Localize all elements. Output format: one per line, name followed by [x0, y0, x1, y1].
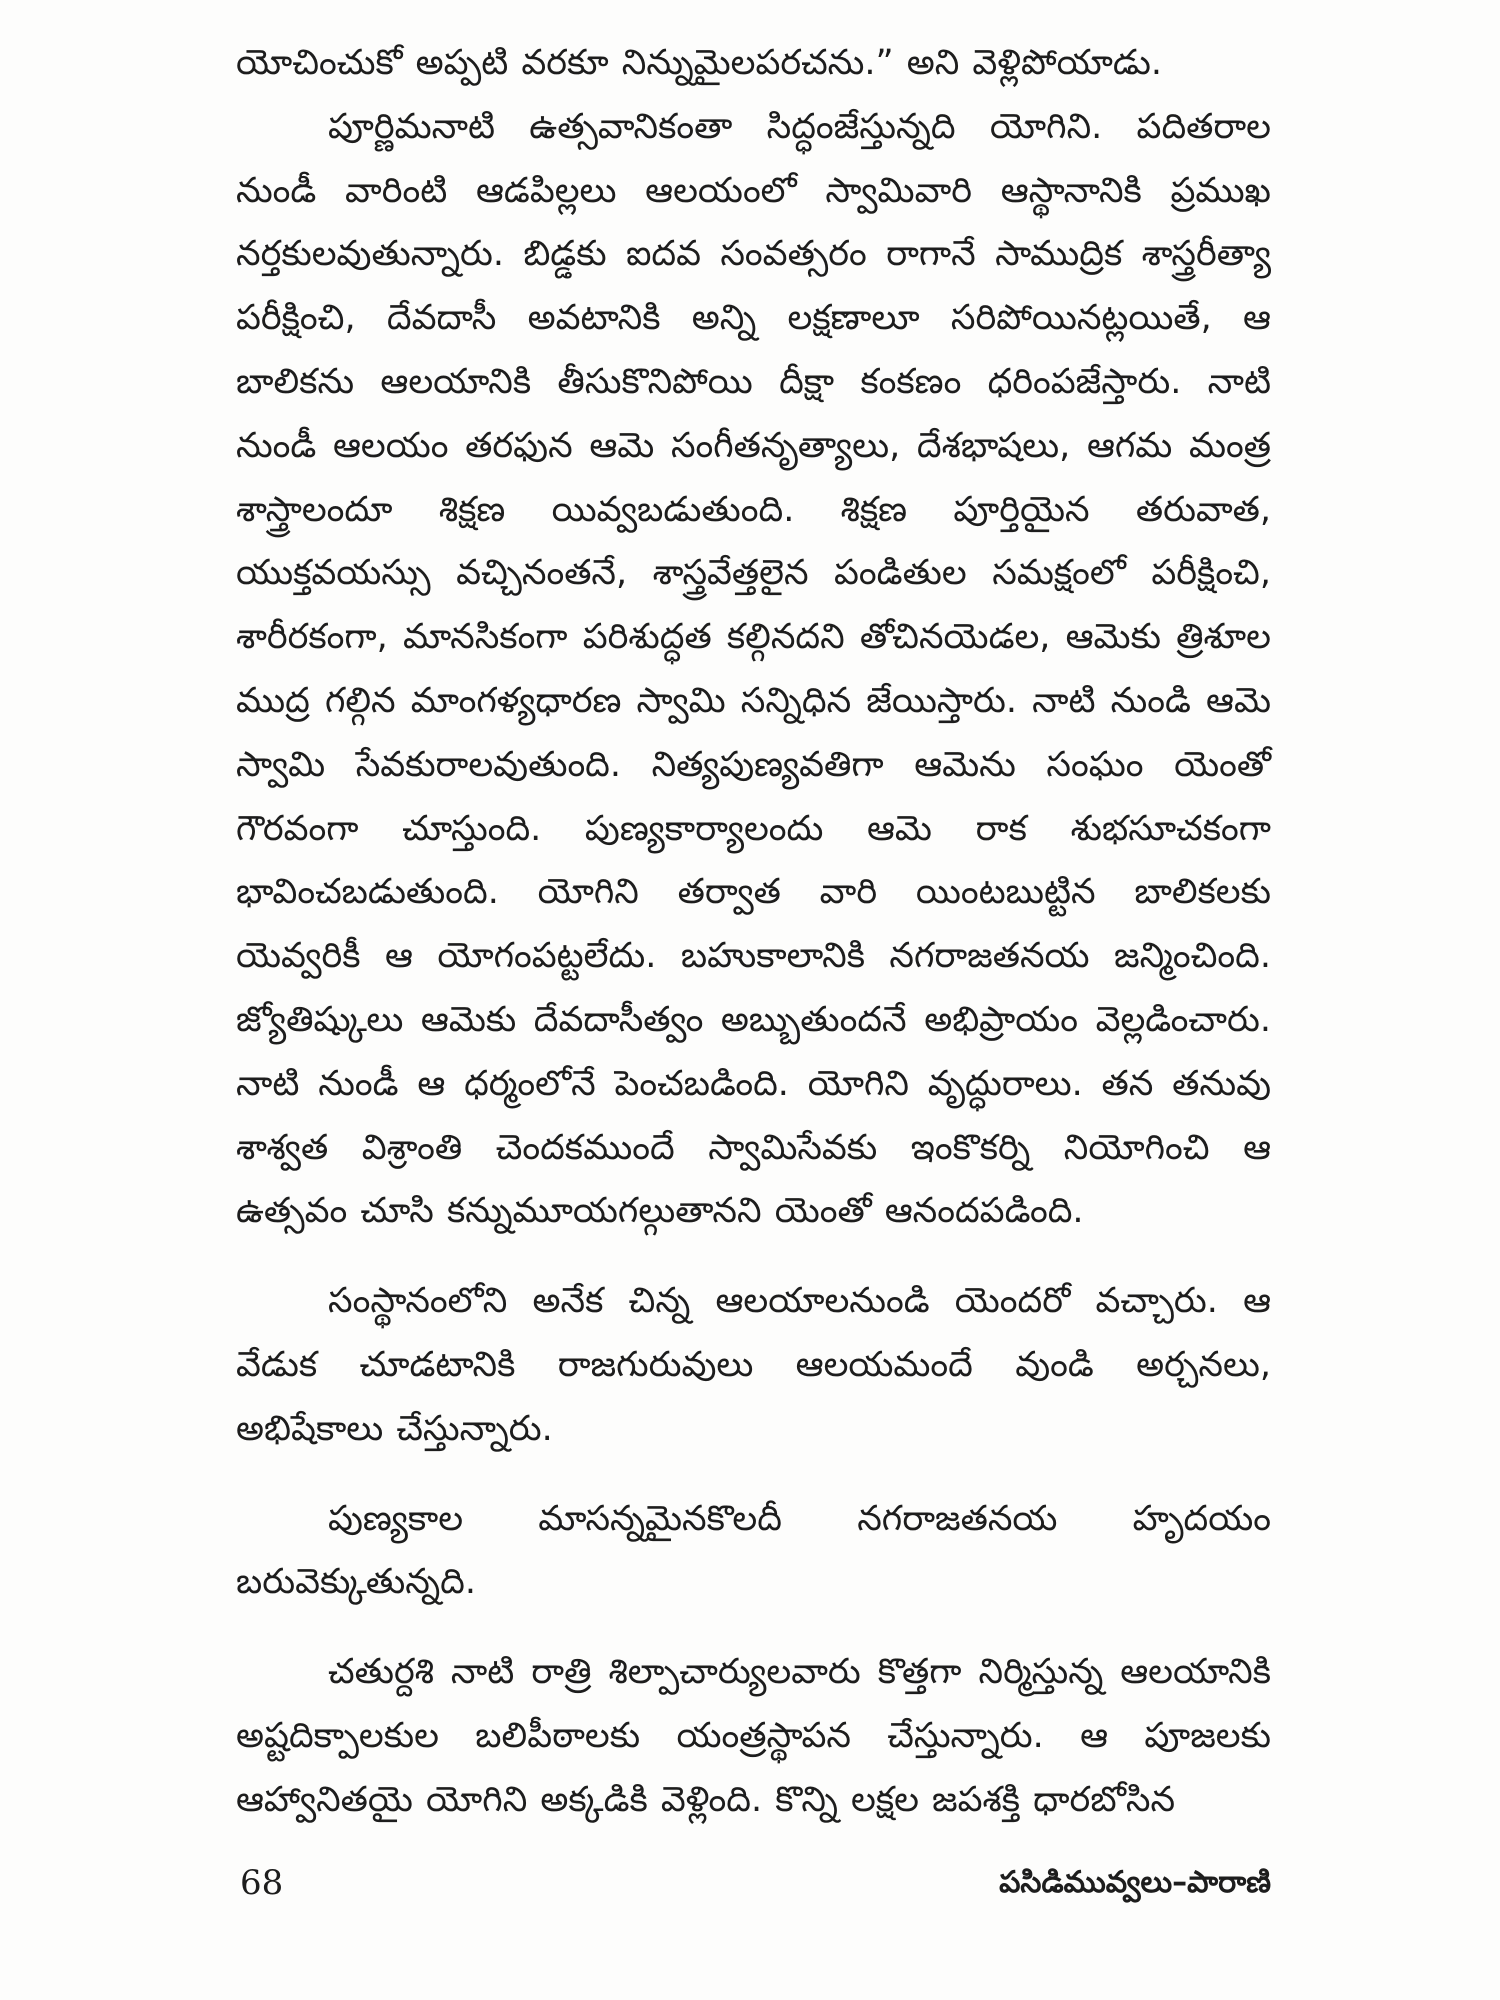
page-number: 68 — [240, 1863, 284, 1903]
page-text-body — [236, 32, 1271, 1833]
paragraph-chaturdashi-night: చతుర్దశి నాటి రాత్రి శిల్పాచార్యులవారు కొత్తగా నిర్మిస్తున్న ఆలయానికి అష్టదిక్పాలకుల బలిపీఠాలకు యంత్రస్థాపన చేస్తున్నారు. ఆ పూజలకు ఆహ్వానితయై యోగిని అక్కడికి వెళ్లింది. కొన్ని లక్షల జపశక్తి ధారబోసిన — [236, 1652, 1271, 1820]
paragraph-continuation: యోచించుకో అప్పటి వరకూ నిన్నుమైలపరచను.” అని వెళ్లిపోయాడు. — [236, 43, 1162, 83]
paragraph-festival-preparation: పూర్ణిమనాటి ఉత్సవానికంతా సిద్ధంజేస్తున్నది యోగిని. పదితరాల నుండీ వారింటి ఆడపిల్లలు ఆలయంలో స్వామివారి ఆస్థానానికి ప్రముఖ నర్తకులవుతున్నారు. బిడ్డకు ఐదవ సంవత్సరం రాగానే సాముద్రిక శాస్త్రరీత్యా పరీక్షించి, దేవదాసీ అవటానికి అన్ని లక్షణాలూ సరిపోయినట్లయితే, ఆ బాలికను ఆలయానికి తీసుకొనిపోయి దీక్షా కంకణం ధరింపజేస్తారు. నాటి నుండీ ఆలయం తరఫున ఆమె సంగీతనృత్యాలు, దేశభాషలు, ఆగమ మంత్ర శాస్త్రాలందూ శిక్షణ యివ్వబడుతుంది. శిక్షణ పూర్తియైన తరువాత, యుక్తవయస్సు వచ్చినంతనే, శాస్త్రవేత్తలైన పండితుల సమక్షంలో పరీక్షించి, శారీరకంగా, మానసికంగా పరిశుద్ధత కల్గినదని తోచినయెడల, ఆమెకు త్రిశూల ముద్ర గల్గిన మాంగళ్యధారణ స్వామి సన్నిధిన జేయిస్తారు. నాటి నుండి ఆమె స్వామి సేవకురాలవుతుంది. నిత్యపుణ్యవతిగా ఆమెను సంఘం యెంతో గౌరవంగా చూస్తుంది. పుణ్యకార్యాలందు ఆమె రాక శుభసూచకంగా భావించబడుతుంది. యోగిని తర్వాత వారి యింటబుట్టిన బాలికలకు యెవ్వరికీ ఆ యోగంపట్టలేదు. బహుకాలానికి నగరాజతనయ జన్మించింది. జ్యోతిష్కులు ఆమెకు దేవదాసీత్వం అబ్బుతుందనే అభిప్రాయం వెల్లడించారు. నాటి నుండీ ఆ ధర్మంలోనే పెంచబడింది. యోగిని వృద్ధురాలు. తన తనువు శాశ్వత విశ్రాంతి చెందకముందే స్వామిసేవకు ఇంకొకర్ని నియోగించి ఆ ఉత్సవం చూసి కన్నుమూయగల్గుతానని యెంతో ఆనందపడింది. — [236, 106, 1271, 1232]
paragraph-heavy-heart: పుణ్యకాల మాసన్నమైనకొలదీ నగరాజతనయ హృదయం బరువెక్కుతున్నది. — [236, 1498, 1271, 1603]
page-footer — [236, 1858, 1271, 1908]
running-title: పసిడిమువ్వలు–పారాణి — [999, 1865, 1271, 1900]
paragraph-visitors: సంస్థానంలోని అనేక చిన్న ఆలయాలనుండి యెందరో వచ్చారు. ఆ వేడుక చూడటానికి రాజగురువులు ఆలయమందే వుండి అర్చనలు, అభిషేకాలు చేస్తున్నారు. — [236, 1281, 1271, 1449]
